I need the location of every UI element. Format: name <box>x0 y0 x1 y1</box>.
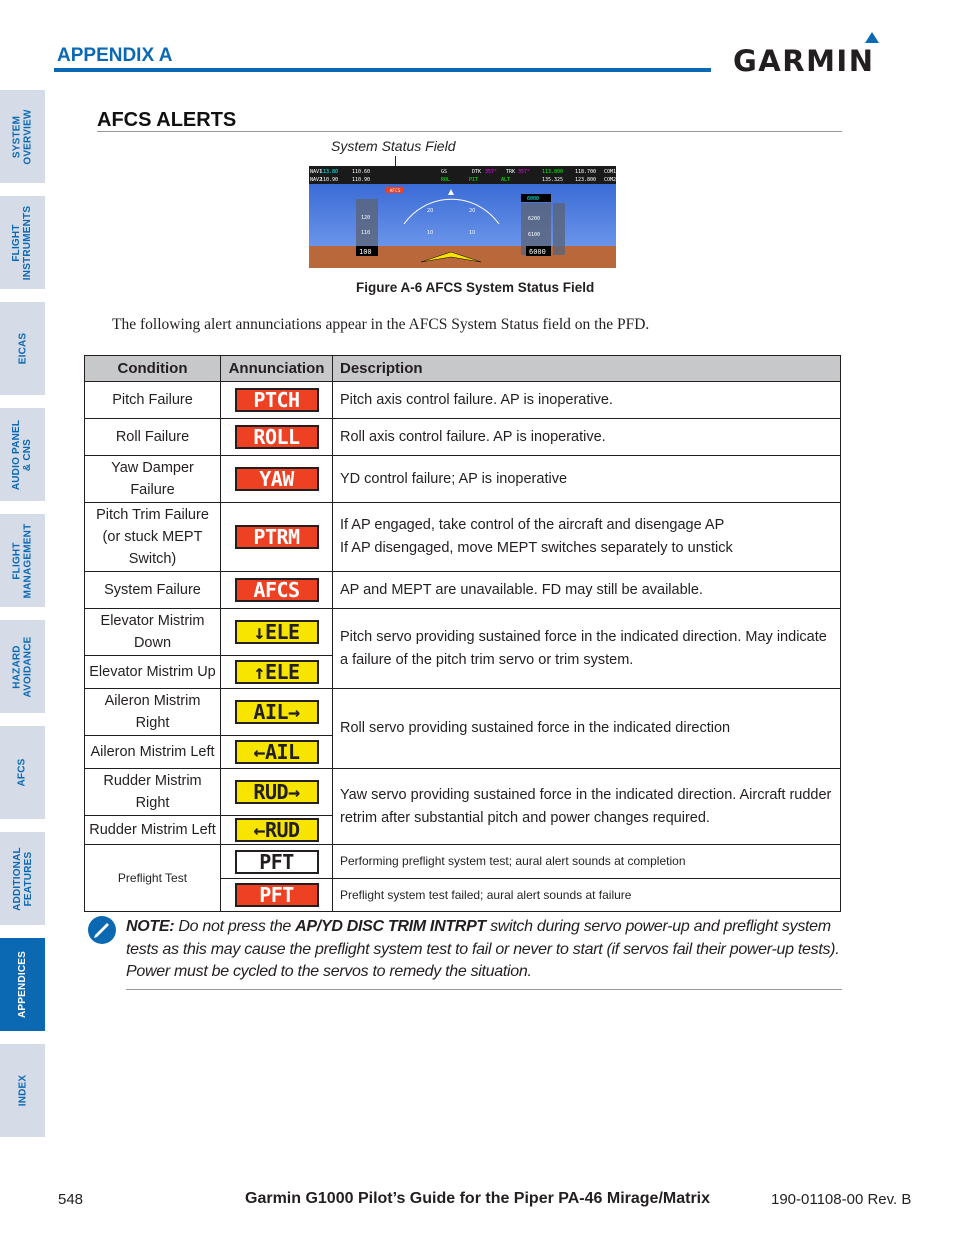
tab-eicas[interactable] <box>0 302 45 395</box>
condition-cell: Pitch Failure <box>85 382 221 419</box>
altitude-tick-6100: 6100 <box>528 232 541 238</box>
tab-system-overview[interactable] <box>0 90 45 183</box>
condition-cell: System Failure <box>85 572 221 609</box>
tab-label: HAZARD AVOIDANCE <box>11 635 34 698</box>
annunciation-cell <box>221 769 333 816</box>
tab-label: FLIGHT INSTRUMENTS <box>11 205 34 280</box>
intro-paragraph: The following alert annunciations appear in the AFCS System Status field on the PFD. <box>112 316 650 333</box>
table-row <box>85 456 841 503</box>
note-text <box>126 916 846 984</box>
annunciation-cell <box>221 816 333 845</box>
com1-active: 113.000 <box>542 169 564 175</box>
airspeed-value: 100 <box>359 248 372 256</box>
annunciation-rud-right: RUD→ <box>235 780 319 804</box>
note-label: NOTE: <box>126 918 175 935</box>
condition-cell: Rudder Mistrim Left <box>85 816 221 845</box>
table-row <box>85 572 841 609</box>
roll-mode: ROL <box>441 177 451 183</box>
annunciation-cell <box>221 419 333 456</box>
condition-cell: Elevator Mistrim Down <box>85 609 221 656</box>
document-number: 190-01108-00 Rev. B <box>771 1191 912 1208</box>
section-title: AFCS ALERTS <box>97 109 237 131</box>
appendix-title: APPENDIX A <box>57 45 173 66</box>
condition-cell: Aileron Mistrim Right <box>85 689 221 736</box>
header-rule <box>54 68 711 72</box>
pitch-label-20-left: 20 <box>427 208 434 214</box>
note-rule <box>126 989 842 990</box>
garmin-logo-text: GARMIN <box>733 44 875 78</box>
nav2-active: 110.90 <box>320 177 339 183</box>
tab-label: SYSTEM OVERVIEW <box>11 108 34 165</box>
condition-cell: Roll Failure <box>85 419 221 456</box>
selected-altitude: 6000 <box>527 196 540 202</box>
tab-label: AFCS <box>17 758 28 787</box>
annunciation-yaw: YAW <box>235 467 319 491</box>
annunciation-ail-right: AIL→ <box>235 700 319 724</box>
com1-label: COM1 <box>604 169 616 175</box>
figure-callout: System Status Field <box>331 138 456 154</box>
annunciation-cell <box>221 656 333 689</box>
airspeed-tick-110: 110 <box>361 230 371 236</box>
table-row <box>85 769 841 816</box>
annunciation-ele-down: ↓ELE <box>235 620 319 644</box>
com2-label: COM2 <box>604 177 616 183</box>
annunciation-cell <box>221 382 333 419</box>
altitude-tick-6200: 6200 <box>528 216 541 222</box>
annunciation-ail-left: ←AIL <box>235 740 319 764</box>
note-icon <box>87 915 117 945</box>
description-cell: Roll axis control failure. AP is inoperative. <box>333 419 841 456</box>
annunciation-ptrm: PTRM <box>235 525 319 549</box>
dtk-label: DTK <box>472 169 482 175</box>
description-cell: Preflight system test failed; aural alert sounds at failure <box>333 879 841 912</box>
tab-label: AUDIO PANEL & CNS <box>11 419 34 490</box>
table-row <box>85 419 841 456</box>
airspeed-tick-120: 120 <box>361 215 371 221</box>
description-cell: YD control failure; AP is inoperative <box>333 456 841 503</box>
nav1-standby: 110.60 <box>352 169 371 175</box>
trk-value: 357° <box>518 169 531 175</box>
vsi-tape <box>553 203 565 255</box>
condition-cell: Aileron Mistrim Left <box>85 736 221 769</box>
tab-label: FLIGHT MANAGEMENT <box>11 523 34 598</box>
condition-cell: Rudder Mistrim Right <box>85 769 221 816</box>
pitch-label-20-right: 20 <box>469 208 476 214</box>
tab-label: ADDITIONAL FEATURES <box>11 846 34 911</box>
description-cell: Yaw servo providing sustained force in the indicated direction. Aircraft rudder retrim after substantial pitch and power changes required. <box>333 769 841 845</box>
table-header-row <box>85 356 841 382</box>
pitch-label-10-right: 10 <box>469 230 476 236</box>
tab-flight-instruments[interactable] <box>0 196 45 289</box>
annunciation-cell <box>221 879 333 912</box>
annunciation-cell <box>221 736 333 769</box>
nav1-label: NAV1 <box>310 169 323 175</box>
annunciation-cell <box>221 689 333 736</box>
condition-cell: Pitch Trim Failure (or stuck MEPT Switch) <box>85 503 221 572</box>
figure-caption: Figure A-6 AFCS System Status Field <box>356 280 595 295</box>
condition-cell: Preflight Test <box>85 845 221 912</box>
description-cell: Roll servo providing sustained force in the indicated direction <box>333 689 841 769</box>
annunciation-cell <box>221 456 333 503</box>
com2-standby: 123.800 <box>575 177 597 183</box>
table-row <box>85 609 841 656</box>
note-text-1: Do not press the <box>174 918 296 935</box>
tab-label: APPENDICES <box>17 950 29 1019</box>
condition-cell: Yaw Damper Failure <box>85 456 221 503</box>
table-row <box>85 503 841 572</box>
condition-cell: Elevator Mistrim Up <box>85 656 221 689</box>
tab-flight-management[interactable] <box>0 514 45 607</box>
gs-label: GS <box>441 169 448 175</box>
annunciation-pft-running: PFT <box>235 850 319 874</box>
pitch-label-10-left: 10 <box>427 230 434 236</box>
tab-audio-panel-cns[interactable] <box>0 408 45 501</box>
annunciation-cell <box>221 572 333 609</box>
tab-index[interactable] <box>0 1044 45 1137</box>
pfd-figure <box>309 166 616 268</box>
table-row <box>85 845 841 879</box>
description-cell: Pitch axis control failure. AP is inoperative. <box>333 382 841 419</box>
nav2-label: NAV2 <box>310 177 323 183</box>
com2-active: 135.325 <box>542 177 564 183</box>
header-description: Description <box>333 356 841 382</box>
annunciation-ele-up: ↑ELE <box>235 660 319 684</box>
header-annunciation: Annunciation <box>221 356 333 382</box>
page-number: 548 <box>58 1191 84 1208</box>
header-condition: Condition <box>85 356 221 382</box>
annunciation-rud-left: ←RUD <box>235 818 319 842</box>
tab-label: INDEX <box>17 1074 28 1107</box>
table-row <box>85 382 841 419</box>
annunciation-cell <box>221 503 333 572</box>
note-switch-name: AP/YD DISC TRIM INTRPT <box>295 918 486 935</box>
description-cell: Pitch servo providing sustained force in the indicated direction. May indicate a failure of the pitch trim servo or trim system. <box>333 609 841 689</box>
trk-label: TRK <box>506 169 516 175</box>
tab-hazard-avoidance[interactable] <box>0 620 45 713</box>
description-cell: If AP engaged, take control of the aircraft and disengage AP If AP disengaged, move MEPT switches separately to unstick <box>333 503 841 572</box>
afcs-alerts-table <box>84 355 841 912</box>
tab-label: EICAS <box>17 332 28 365</box>
table-row <box>85 689 841 736</box>
afcs-flag-text: AFCS <box>389 189 401 194</box>
annunciation-cell <box>221 609 333 656</box>
tab-appendices[interactable] <box>0 938 45 1031</box>
annunciation-afcs: AFCS <box>235 578 319 602</box>
annunciation-pft-failed: PFT <box>235 883 319 907</box>
description-cell: Performing preflight system test; aural alert sounds at completion <box>333 845 841 879</box>
nav2-standby: 110.90 <box>352 177 371 183</box>
section-rule <box>97 131 842 132</box>
garmin-logo <box>733 28 898 78</box>
alt-mode: ALT <box>501 177 511 183</box>
annunciation-roll: ROLL <box>235 425 319 449</box>
annunciation-cell <box>221 845 333 879</box>
annunciation-ptch: PTCH <box>235 388 319 412</box>
tab-afcs[interactable] <box>0 726 45 819</box>
garmin-logo-triangle <box>865 32 879 43</box>
dtk-value: 357° <box>485 169 498 175</box>
altitude-value: 6000 <box>529 248 546 256</box>
tab-additional-features[interactable] <box>0 832 45 925</box>
com1-standby: 118.700 <box>575 169 597 175</box>
footer-title: Garmin G1000 Pilot’s Guide for the Piper PA-46 Mirage/Matrix <box>245 1190 711 1207</box>
description-cell: AP and MEPT are unavailable. FD may still be available. <box>333 572 841 609</box>
nav1-active: 113.80 <box>320 169 339 175</box>
note-text-2: switch during servo power-up and preflight system tests as this may cause the preflight system test to fail or never to start (if servos fail their power-up tests). Power must be cycled to the servos to remedy the situation. <box>126 918 840 980</box>
pitch-mode: PIT <box>469 177 479 183</box>
